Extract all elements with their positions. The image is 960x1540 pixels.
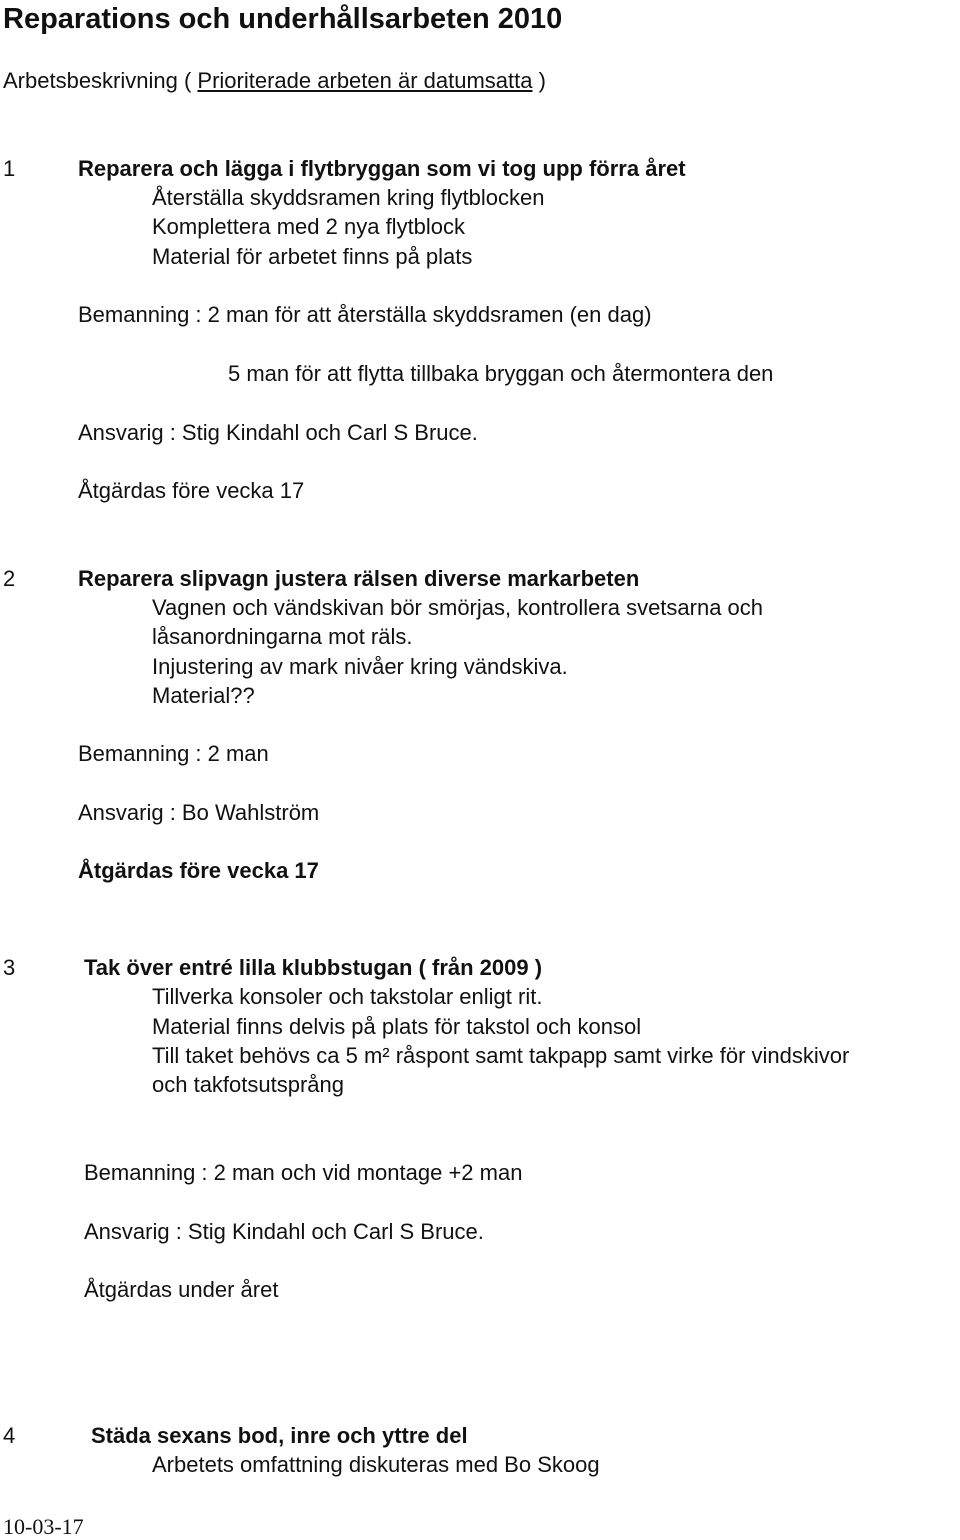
item-3-detail: Tillverka konsoler och takstolar enligt rit. [152,984,543,1009]
item-1-staffing-extra: 5 man för att flytta tillbaka bryggan och återmontera den [228,361,774,386]
item-4-heading: Städa sexans bod, inre och yttre del [91,1423,468,1448]
item-1-deadline: Åtgärdas före vecka 17 [78,478,305,503]
footer-date: 10-03-17 [3,1514,84,1539]
item-1-responsible: Ansvarig : Stig Kindahl och Carl S Bruce. [78,420,478,445]
item-1-heading: Reparera och lägga i flytbryggan som vi tog upp förra året [78,156,686,181]
item-2-number: 2 [3,566,16,591]
item-1-detail: Återställa skyddsramen kring flytblocken [152,185,545,210]
subtitle-suffix: ) [532,68,546,93]
item-1-number: 1 [3,156,16,181]
item-3-detail: Material finns delvis på plats för takstol och konsol [152,1014,642,1039]
item-2-detail: Material?? [152,683,255,708]
item-2-staffing: Bemanning : 2 man [78,741,269,766]
item-1-detail: Material för arbetet finns på plats [152,244,473,269]
subtitle [3,68,546,94]
item-3-detail: Till taket behövs ca 5 m² råspont samt takpapp samt virke för vindskivor [152,1043,850,1068]
subtitle-underlined: Prioriterade arbeten är datumsatta [197,68,533,93]
item-2-heading: Reparera slipvagn justera rälsen diverse markarbeten [78,566,640,591]
item-3-detail: och takfotsutsprång [152,1072,345,1097]
item-2-responsible: Ansvarig : Bo Wahlström [78,800,320,825]
subtitle-prefix: Arbetsbeskrivning ( [3,68,198,93]
page-title: Reparations och underhållsarbeten 2010 [3,3,563,35]
item-3-staffing: Bemanning : 2 man och vid montage +2 man [84,1160,523,1185]
item-2-detail: Injustering av mark nivåer kring vändskiva. [152,654,568,679]
item-2-detail: Vagnen och vändskivan bör smörjas, kontrollera svetsarna och [152,595,764,620]
item-4-detail: Arbetets omfattning diskuteras med Bo Skoog [152,1452,600,1477]
item-3-heading: Tak över entré lilla klubbstugan ( från 2009 ) [84,955,543,980]
item-1-detail: Komplettera med 2 nya flytblock [152,214,466,239]
item-3-responsible: Ansvarig : Stig Kindahl och Carl S Bruce. [84,1219,484,1244]
item-4-number: 4 [3,1423,16,1448]
item-1-staffing: Bemanning : 2 man för att återställa skyddsramen (en dag) [78,302,652,327]
item-2-deadline: Åtgärdas före vecka 17 [78,858,319,883]
item-2-detail: låsanordningarna mot räls. [152,624,413,649]
item-3-deadline: Åtgärdas under året [84,1277,279,1302]
item-3-number: 3 [3,955,16,980]
